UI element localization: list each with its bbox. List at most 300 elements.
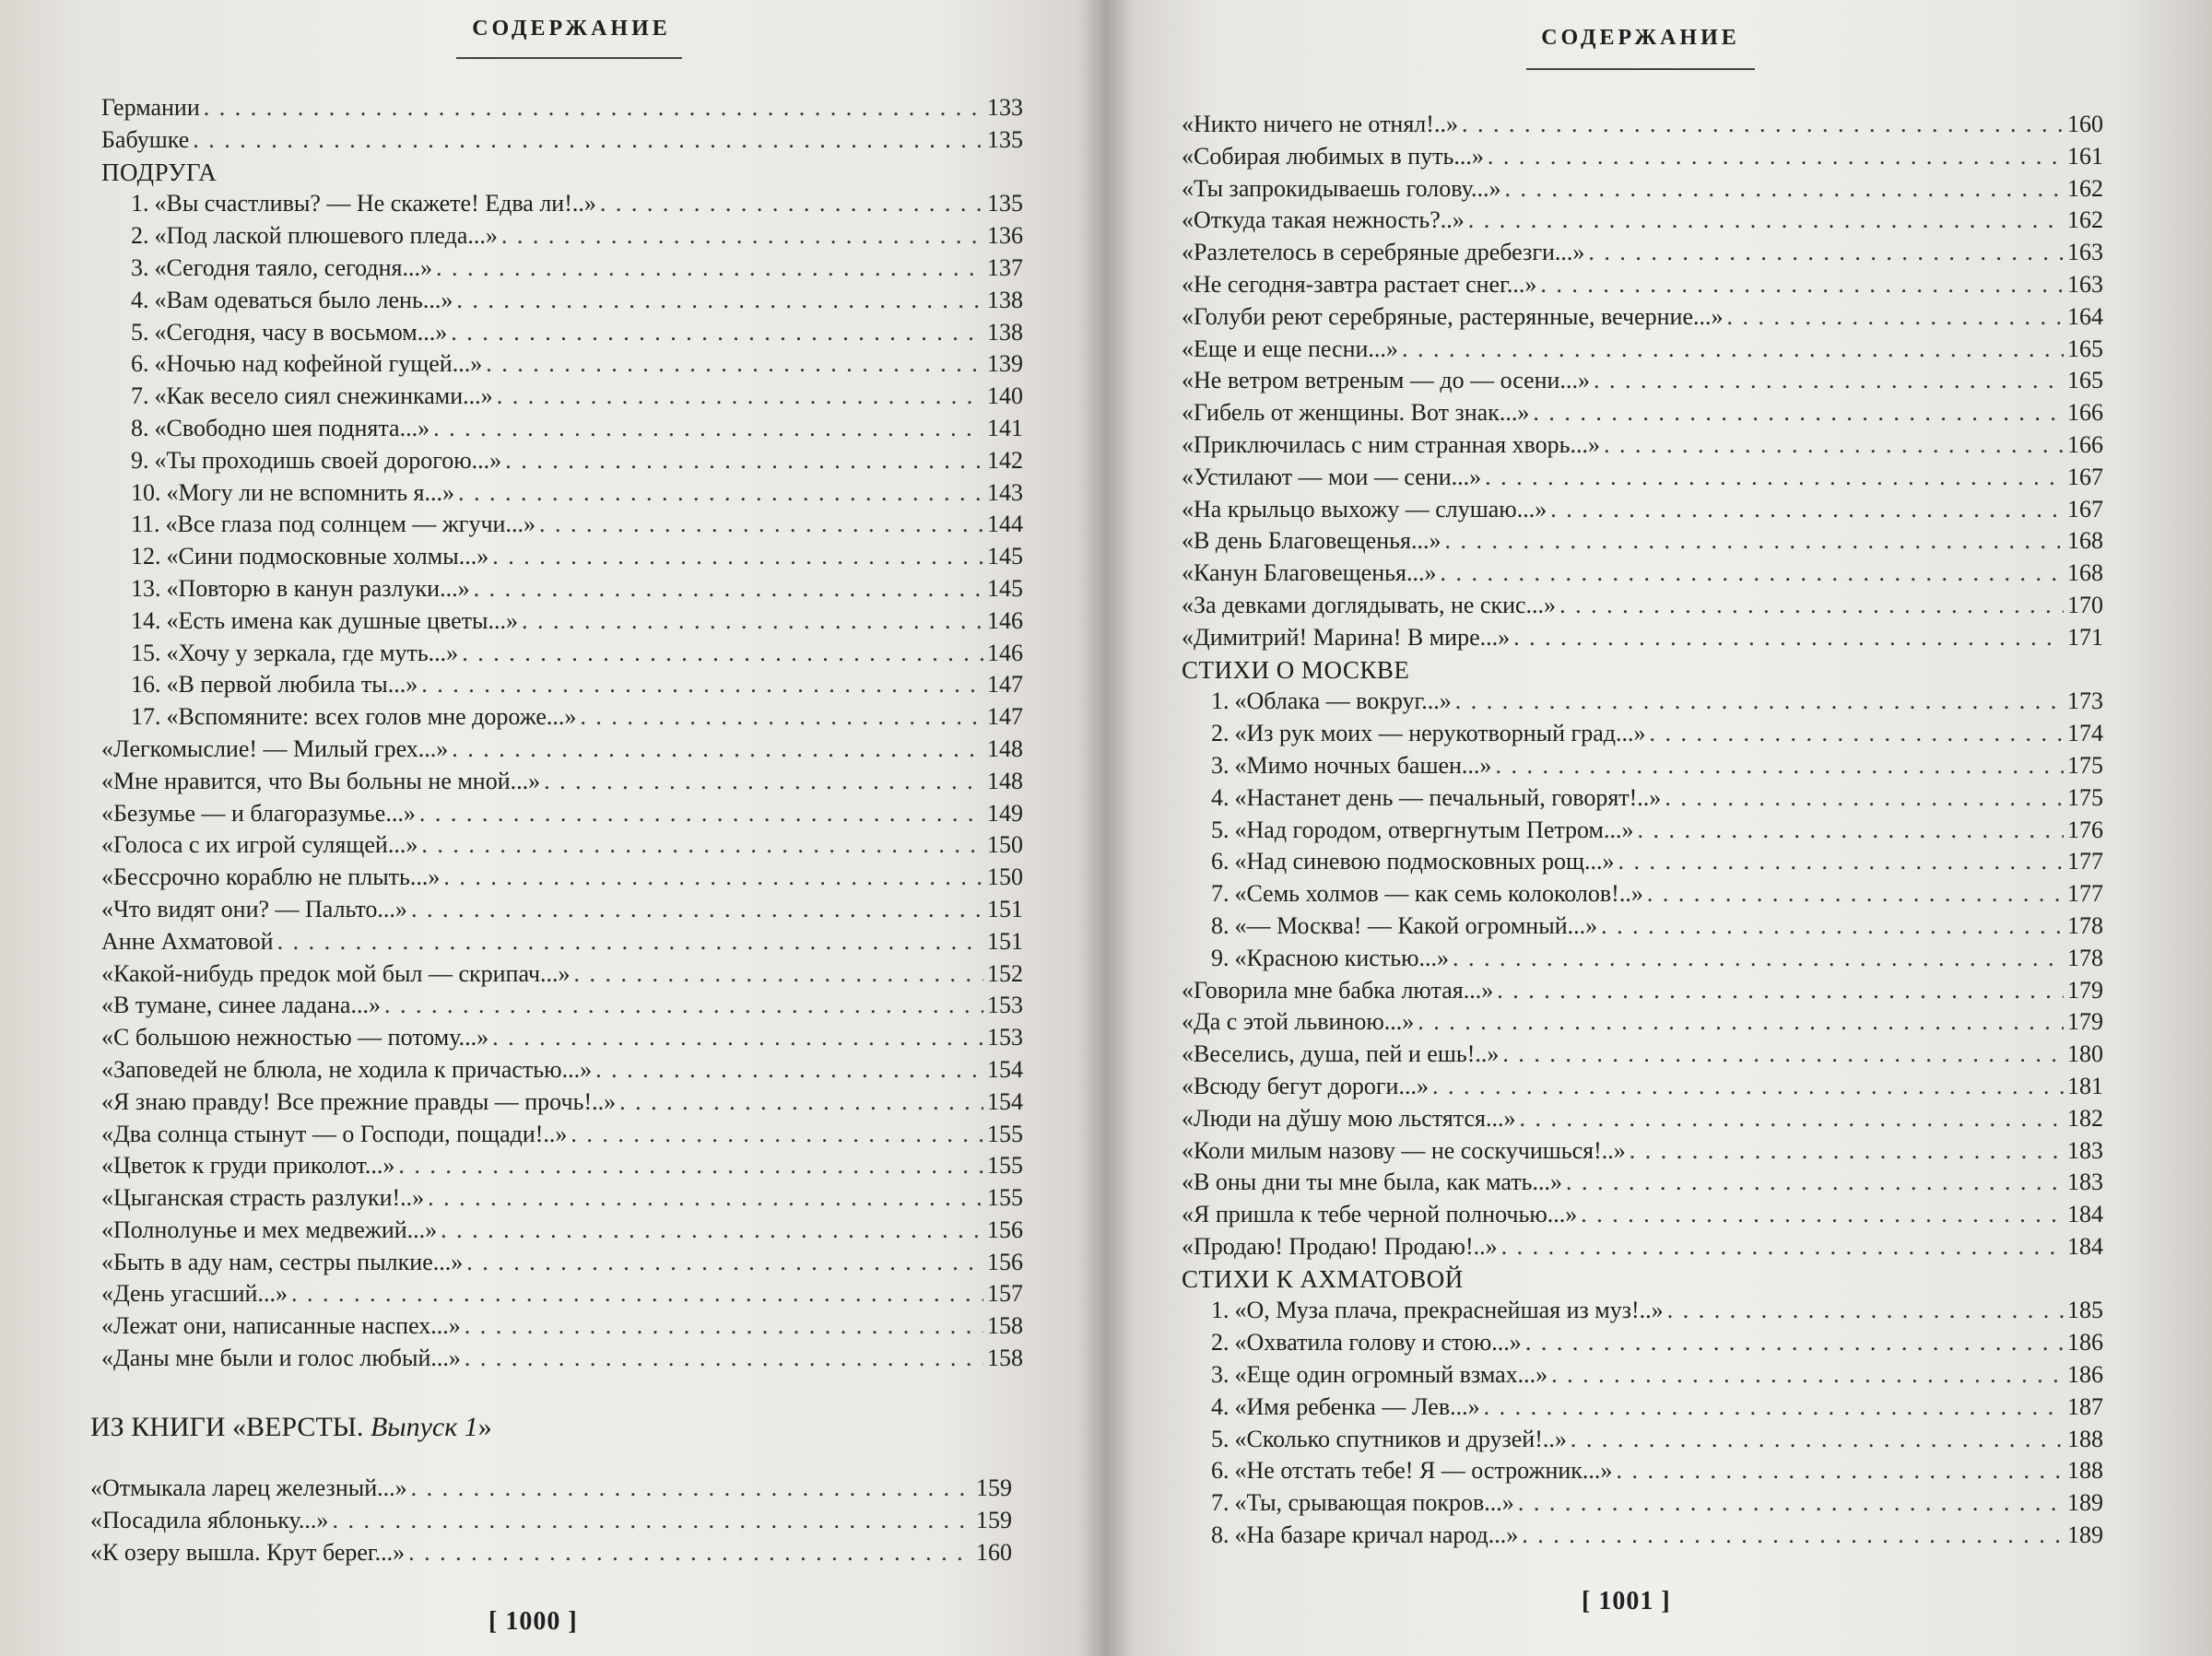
entry-title: «Бессрочно кораблю не плыть...» bbox=[101, 863, 441, 891]
entry-title: «Я пришла к тебе черной полночью...» bbox=[1182, 1201, 1578, 1228]
toc-entry bbox=[101, 701, 1023, 734]
entry-title: «Заповедей не блюла, не ходила к причастью...» bbox=[101, 1055, 593, 1083]
entry-title: «На крыльцо выхожу — слушаю...» bbox=[1182, 495, 1547, 523]
toc-entry bbox=[101, 92, 1023, 124]
dot-leader bbox=[544, 766, 983, 798]
entry-title: «Настанет день — печальный, говорят!..» bbox=[1234, 783, 1662, 811]
entry-title: «Все глаза под солнцем — жгучи...» bbox=[165, 511, 535, 538]
entry-title: «Ты запрокидываешь голову...» bbox=[1182, 174, 1501, 202]
dot-leader bbox=[1513, 622, 2064, 654]
entry-number: 1. bbox=[1211, 687, 1230, 715]
toc-entry bbox=[1182, 494, 2103, 526]
entry-page-number: 165 bbox=[2067, 367, 2103, 394]
entry-title: «Голуби реют серебряные, растерянные, вечерние...» bbox=[1182, 302, 1724, 330]
toc-entry bbox=[1182, 815, 2103, 847]
dot-leader bbox=[1495, 750, 2064, 782]
toc-entry bbox=[1182, 910, 2103, 943]
entry-title: «Под лаской плюшевого пледа...» bbox=[154, 222, 498, 250]
toc-entry bbox=[1182, 109, 2103, 141]
entry-page-number: 168 bbox=[2067, 527, 2103, 555]
entry-title: «Продаю! Продаю! Продаю!..» bbox=[1182, 1232, 1498, 1260]
entry-number: 8. bbox=[1211, 1521, 1230, 1549]
entry-page-number: 165 bbox=[2067, 335, 2103, 362]
entry-title: «С большою нежностью — потому...» bbox=[101, 1024, 489, 1051]
dot-leader bbox=[408, 1537, 972, 1569]
entry-title: Анне Ахматовой bbox=[101, 927, 274, 955]
toc-entry bbox=[1182, 1327, 2103, 1359]
dot-leader bbox=[1444, 525, 2064, 558]
toc-entry bbox=[90, 1537, 1012, 1569]
entry-page-number: 153 bbox=[987, 1024, 1023, 1051]
entry-title: «Люди на дўшу мою льстятся...» bbox=[1182, 1104, 1516, 1132]
dot-leader bbox=[580, 701, 983, 734]
toc-entry bbox=[1182, 878, 2103, 910]
toc-entry bbox=[1182, 1455, 2103, 1487]
entry-page-number: 167 bbox=[2067, 495, 2103, 523]
entry-number: 6. bbox=[131, 350, 149, 378]
toc-entry bbox=[1182, 1231, 2103, 1263]
dot-leader bbox=[1638, 815, 2065, 847]
dot-leader bbox=[619, 1086, 983, 1119]
entry-page-number: 170 bbox=[2067, 591, 2103, 618]
entry-page-number: 158 bbox=[987, 1312, 1023, 1340]
entry-title: «Коли милым назову — не соскучишься!..» bbox=[1182, 1136, 1626, 1164]
toc-entry bbox=[101, 862, 1023, 894]
dot-leader bbox=[1601, 910, 2064, 943]
entry-page-number: 178 bbox=[2067, 944, 2103, 971]
toc-entry bbox=[1182, 1359, 2103, 1392]
entry-page-number: 156 bbox=[987, 1216, 1023, 1243]
toc-entry bbox=[101, 1182, 1023, 1215]
book-section-title bbox=[90, 1412, 492, 1443]
entry-title: «В первой любила ты...» bbox=[166, 671, 418, 699]
toc-entry bbox=[1182, 1424, 2103, 1456]
entry-page-number: 145 bbox=[987, 543, 1023, 570]
entry-title: «Мне нравится, что Вы больны не мной...» bbox=[101, 767, 541, 794]
toc-entry bbox=[101, 541, 1023, 573]
entry-title: «К озеру вышла. Крут берег...» bbox=[90, 1538, 406, 1566]
entry-page-number: 159 bbox=[976, 1506, 1012, 1533]
entry-title: «Я знаю правду! Все прежние правды — прочь!..» bbox=[101, 1087, 617, 1115]
toc-entry bbox=[101, 220, 1023, 253]
entry-number: 13. bbox=[131, 574, 161, 602]
dot-leader bbox=[1453, 943, 2064, 975]
entry-title: «Никто ничего не отнял!..» bbox=[1182, 111, 1458, 137]
entry-page-number: 167 bbox=[2067, 463, 2103, 490]
dot-leader bbox=[421, 669, 983, 701]
toc-entry bbox=[101, 317, 1023, 349]
entry-page-number: 189 bbox=[2067, 1521, 2103, 1549]
toc-entry bbox=[1182, 558, 2103, 590]
running-head-rule bbox=[1526, 68, 1755, 70]
dot-leader bbox=[465, 1343, 983, 1375]
toc-entry bbox=[101, 829, 1023, 862]
dot-leader bbox=[1402, 334, 2064, 366]
toc-entry bbox=[101, 1086, 1023, 1119]
dot-leader bbox=[1594, 365, 2064, 397]
toc-entry bbox=[1182, 1167, 2103, 1199]
dot-leader bbox=[505, 445, 983, 477]
dot-leader bbox=[1665, 782, 2064, 815]
entry-number: 6. bbox=[1211, 1457, 1230, 1485]
entry-page-number: 135 bbox=[987, 190, 1023, 217]
entry-title: «Гибель от женщины. Вот знак...» bbox=[1182, 399, 1530, 427]
toc-entry bbox=[101, 1215, 1023, 1247]
entry-page-number: 156 bbox=[987, 1248, 1023, 1275]
dot-leader bbox=[1588, 237, 2064, 269]
entry-title: «Да с этой львиною...» bbox=[1182, 1008, 1415, 1036]
toc-entry bbox=[1182, 1135, 2103, 1168]
running-head: СОДЕРЖАНИЕ bbox=[472, 17, 671, 41]
toc-entry bbox=[1182, 462, 2103, 494]
entry-title: «Какой-нибудь предок мой был — скрипач...» bbox=[101, 959, 571, 987]
entry-title: «В тумане, синее ладана...» bbox=[101, 992, 381, 1019]
entry-number: 5. bbox=[1211, 816, 1230, 843]
toc-list bbox=[90, 1473, 1012, 1568]
dot-leader bbox=[456, 285, 983, 317]
entry-number: 4. bbox=[131, 286, 149, 313]
entry-page-number: 149 bbox=[987, 799, 1023, 827]
dot-leader bbox=[1520, 1103, 2065, 1135]
entry-title: «Устилают — мои — сени...» bbox=[1182, 463, 1482, 490]
entry-number: 7. bbox=[131, 382, 149, 410]
dot-leader bbox=[492, 541, 983, 573]
entry-number: 2. bbox=[1211, 1329, 1230, 1357]
entry-title: «Цыганская страсть разлуки!..» bbox=[101, 1184, 425, 1212]
toc-section-heading bbox=[1182, 654, 2103, 687]
entry-title: «Канун Благовещенья...» bbox=[1182, 559, 1437, 587]
entry-title: «Красною кистью...» bbox=[1234, 944, 1449, 971]
toc-entry bbox=[101, 894, 1023, 926]
toc-list bbox=[101, 92, 1023, 1375]
toc-entry bbox=[1182, 1071, 2103, 1103]
dot-leader bbox=[1468, 205, 2064, 237]
entry-title: «Что видят они? — Пальто...» bbox=[101, 895, 407, 922]
dot-leader bbox=[1566, 1167, 2064, 1199]
toc-entry bbox=[101, 381, 1023, 413]
entry-title: «Над синевою подмосковных рощ...» bbox=[1234, 848, 1615, 875]
entry-number: 3. bbox=[131, 253, 149, 281]
entry-page-number: 135 bbox=[987, 125, 1023, 153]
entry-title: «На базаре кричал народ...» bbox=[1234, 1521, 1519, 1549]
book-title-issue: Выпуск 1 bbox=[370, 1412, 478, 1442]
dot-leader bbox=[492, 1022, 983, 1054]
dot-leader bbox=[277, 926, 983, 958]
dot-leader bbox=[291, 1278, 983, 1310]
toc-entry bbox=[1182, 686, 2103, 718]
dot-leader bbox=[1604, 429, 2064, 462]
entry-page-number: 160 bbox=[2067, 111, 2103, 137]
toc-entry bbox=[1182, 301, 2103, 334]
entry-title: «Откуда такая нежность?..» bbox=[1182, 206, 1465, 234]
entry-title: «Свободно шея поднята...» bbox=[154, 414, 430, 441]
entry-number: 16. bbox=[131, 671, 161, 699]
dot-leader bbox=[443, 862, 983, 894]
page-number: [ 1001 ] bbox=[1582, 1587, 1671, 1615]
dot-leader bbox=[1484, 1392, 2064, 1424]
entry-number: 17. bbox=[131, 703, 161, 731]
entry-page-number: 183 bbox=[2067, 1169, 2103, 1196]
entry-title: «Говорила мне бабка лютая...» bbox=[1182, 976, 1494, 1004]
entry-title: Бабушке bbox=[101, 125, 190, 153]
toc-entry bbox=[1182, 1295, 2103, 1327]
entry-page-number: 182 bbox=[2067, 1104, 2103, 1132]
dot-leader bbox=[441, 1215, 983, 1247]
entry-number: 9. bbox=[131, 446, 149, 474]
entry-title: «— Москва! — Какой огромный...» bbox=[1234, 911, 1598, 939]
toc-entry bbox=[101, 1247, 1023, 1279]
dot-leader bbox=[1501, 1231, 2064, 1263]
entry-title: «Отмыкала ларец железный...» bbox=[90, 1474, 407, 1501]
toc-entry bbox=[101, 798, 1023, 830]
dot-leader bbox=[501, 220, 983, 253]
book-title-text: ИЗ КНИГИ «ВЕРСТЫ. bbox=[90, 1412, 371, 1442]
dot-leader bbox=[1432, 1071, 2064, 1103]
entry-title: «Облака — вокруг...» bbox=[1234, 687, 1452, 715]
entry-page-number: 141 bbox=[987, 414, 1023, 441]
entry-page-number: 137 bbox=[987, 253, 1023, 281]
dot-leader bbox=[1551, 1359, 2064, 1392]
entry-title: Германии bbox=[101, 94, 200, 121]
dot-leader bbox=[1616, 1455, 2064, 1487]
entry-page-number: 166 bbox=[2067, 430, 2103, 458]
dot-leader bbox=[600, 188, 983, 220]
dot-leader bbox=[1525, 1327, 2064, 1359]
entry-title: «Голоса с их игрой сулящей...» bbox=[101, 831, 418, 859]
entry-page-number: 186 bbox=[2067, 1329, 2103, 1357]
dot-leader bbox=[1649, 718, 2064, 750]
entry-page-number: 185 bbox=[2067, 1297, 2103, 1324]
running-head-rule bbox=[456, 57, 682, 59]
entry-page-number: 175 bbox=[2067, 783, 2103, 811]
dot-leader bbox=[458, 477, 983, 510]
dot-leader bbox=[1497, 975, 2064, 1007]
toc-entry bbox=[1182, 1103, 2103, 1135]
entry-page-number: 177 bbox=[2067, 848, 2103, 875]
entry-page-number: 183 bbox=[2067, 1136, 2103, 1164]
dot-leader bbox=[398, 1150, 983, 1182]
entry-page-number: 154 bbox=[987, 1055, 1023, 1083]
toc-entry bbox=[101, 445, 1023, 477]
entry-title: «Разлетелось в серебряные дребезги...» bbox=[1182, 239, 1585, 266]
entry-title: «Над городом, отвергнутым Петром...» bbox=[1234, 816, 1634, 843]
toc-entry bbox=[101, 253, 1023, 285]
entry-number: 4. bbox=[1211, 1392, 1230, 1420]
entry-title: «Имя ребенка — Лев...» bbox=[1234, 1392, 1480, 1420]
entry-title: «Всюду бегут дороги...» bbox=[1182, 1072, 1429, 1099]
dot-leader bbox=[522, 605, 983, 638]
dot-leader bbox=[1418, 1006, 2064, 1039]
toc-entry bbox=[101, 605, 1023, 638]
entry-page-number: 133 bbox=[987, 94, 1023, 121]
toc-entry bbox=[1182, 365, 2103, 397]
toc-entry bbox=[101, 1119, 1023, 1151]
toc-entry bbox=[101, 477, 1023, 510]
entry-page-number: 173 bbox=[2067, 687, 2103, 715]
section-title: СТИХИ К АХМАТОВОЙ bbox=[1182, 1264, 1464, 1293]
entry-page-number: 187 bbox=[2067, 1392, 2103, 1420]
entry-page-number: 175 bbox=[2067, 751, 2103, 779]
toc-entry bbox=[1182, 205, 2103, 237]
entry-title: «За девками доглядывать, не скис...» bbox=[1182, 591, 1557, 618]
toc-entry bbox=[1182, 1392, 2103, 1424]
entry-page-number: 136 bbox=[987, 222, 1023, 250]
dot-leader bbox=[428, 1182, 983, 1215]
entry-page-number: 163 bbox=[2067, 239, 2103, 266]
dot-leader bbox=[411, 894, 983, 926]
entry-title: «В день Благовещенья...» bbox=[1182, 527, 1441, 555]
dot-leader bbox=[1533, 397, 2064, 429]
entry-page-number: 140 bbox=[987, 382, 1023, 410]
entry-title: «Вспомяните: всех голов мне дороже...» bbox=[166, 703, 577, 731]
toc-section-heading bbox=[1182, 1263, 2103, 1296]
toc-entry bbox=[1182, 1199, 2103, 1231]
entry-page-number: 188 bbox=[2067, 1457, 2103, 1485]
toc-entry bbox=[1182, 429, 2103, 462]
dot-leader bbox=[436, 253, 983, 285]
entry-title: «Вы счастливы? — Не скажете! Едва ли!..» bbox=[154, 190, 596, 217]
entry-title: «Два солнца стынут — о Господи, пощади!..» bbox=[101, 1120, 568, 1147]
entry-page-number: 144 bbox=[987, 511, 1023, 538]
entry-title: «Не сегодня-завтра растает снег...» bbox=[1182, 270, 1537, 298]
entry-number: 3. bbox=[1211, 751, 1230, 779]
entry-page-number: 174 bbox=[2067, 720, 2103, 747]
entry-number: 3. bbox=[1211, 1361, 1230, 1389]
dot-leader bbox=[384, 990, 983, 1022]
entry-number: 2. bbox=[1211, 720, 1230, 747]
dot-leader bbox=[1522, 1520, 2064, 1552]
toc-entry bbox=[1182, 750, 2103, 782]
dot-leader bbox=[1727, 301, 2065, 334]
toc-entry bbox=[101, 1310, 1023, 1343]
entry-title: «Сегодня таяло, сегодня...» bbox=[154, 253, 432, 281]
entry-page-number: 162 bbox=[2067, 206, 2103, 234]
dot-leader bbox=[421, 829, 983, 862]
entry-number: 12. bbox=[131, 543, 161, 570]
entry-number: 5. bbox=[131, 318, 149, 346]
entry-page-number: 151 bbox=[987, 927, 1023, 955]
toc-entry bbox=[1182, 782, 2103, 815]
toc-entry bbox=[101, 124, 1023, 157]
dot-leader bbox=[452, 734, 983, 766]
entry-page-number: 148 bbox=[987, 734, 1023, 762]
entry-number: 2. bbox=[131, 222, 149, 250]
entry-page-number: 178 bbox=[2067, 911, 2103, 939]
right-page bbox=[1106, 0, 2212, 1656]
book-title-close: » bbox=[477, 1412, 492, 1442]
toc-entry bbox=[1182, 590, 2103, 622]
entry-page-number: 171 bbox=[2067, 623, 2103, 651]
entry-title: «Из рук моих — нерукотворный град...» bbox=[1234, 720, 1646, 747]
toc-entry bbox=[101, 638, 1023, 670]
entry-title: «Легкомыслие! — Милый грех...» bbox=[101, 734, 449, 762]
entry-title: «Собирая любимых в путь...» bbox=[1182, 142, 1484, 170]
toc-entry bbox=[101, 285, 1023, 317]
dot-leader bbox=[1550, 494, 2064, 526]
toc-entry bbox=[1182, 1520, 2103, 1552]
toc-entry bbox=[1182, 173, 2103, 206]
page-number: [ 1000 ] bbox=[488, 1607, 578, 1636]
dot-leader bbox=[465, 1310, 983, 1343]
entry-title: «Не ветром ветреным — до — осени...» bbox=[1182, 367, 1590, 394]
toc-entry bbox=[101, 348, 1023, 381]
dot-leader bbox=[1667, 1295, 2064, 1327]
dot-leader bbox=[574, 958, 983, 991]
entry-number: 6. bbox=[1211, 848, 1230, 875]
entry-title: «Мимо ночных башен...» bbox=[1234, 751, 1492, 779]
entry-page-number: 157 bbox=[987, 1280, 1023, 1308]
toc-entry bbox=[1182, 397, 2103, 429]
toc-entry bbox=[1182, 334, 2103, 366]
entry-number: 7. bbox=[1211, 880, 1230, 908]
dot-leader bbox=[1462, 109, 2064, 141]
dot-leader bbox=[1485, 462, 2064, 494]
entry-page-number: 153 bbox=[987, 992, 1023, 1019]
entry-title: «Как весело сиял снежинками...» bbox=[154, 382, 493, 410]
entry-title: «В оны дни ты мне была, как мать...» bbox=[1182, 1169, 1563, 1196]
entry-title: «Охватила голову и стою...» bbox=[1234, 1329, 1522, 1357]
entry-page-number: 147 bbox=[987, 703, 1023, 731]
toc-entry bbox=[101, 188, 1023, 220]
entry-page-number: 143 bbox=[987, 478, 1023, 506]
toc-entry bbox=[101, 1343, 1023, 1375]
toc-entry bbox=[1182, 718, 2103, 750]
dot-leader bbox=[1502, 1039, 2064, 1071]
entry-page-number: 184 bbox=[2067, 1232, 2103, 1260]
entry-title: «Повторю в канун разлуки...» bbox=[166, 574, 470, 602]
toc-entry bbox=[101, 573, 1023, 605]
toc-entry bbox=[90, 1505, 1012, 1537]
toc-entry bbox=[1182, 237, 2103, 269]
toc-entry bbox=[1182, 943, 2103, 975]
entry-page-number: 180 bbox=[2067, 1040, 2103, 1068]
entry-page-number: 177 bbox=[2067, 880, 2103, 908]
entry-page-number: 139 bbox=[987, 350, 1023, 378]
entry-title: «Еще один огромный взмах...» bbox=[1234, 1361, 1548, 1389]
dot-leader bbox=[1559, 590, 2064, 622]
dot-leader bbox=[497, 381, 983, 413]
toc-entry bbox=[101, 734, 1023, 766]
section-title: СТИХИ О МОСКВЕ bbox=[1182, 655, 1410, 684]
entry-title: «Еще и еще песни...» bbox=[1182, 335, 1398, 362]
entry-page-number: 150 bbox=[987, 831, 1023, 859]
toc-entry bbox=[1182, 1039, 2103, 1071]
entry-page-number: 152 bbox=[987, 959, 1023, 987]
dot-leader bbox=[433, 413, 983, 445]
entry-title: «Посадила яблоньку...» bbox=[90, 1506, 329, 1533]
toc-entry bbox=[1182, 622, 2103, 654]
toc-entry bbox=[101, 926, 1023, 958]
dot-leader bbox=[466, 1247, 983, 1279]
entry-page-number: 176 bbox=[2067, 816, 2103, 843]
entry-page-number: 181 bbox=[2067, 1072, 2103, 1099]
entry-title: «Сегодня, часу в восьмом...» bbox=[154, 318, 448, 346]
entry-page-number: 142 bbox=[987, 446, 1023, 474]
entry-title: «О, Муза плача, прекраснейшая из муз!..» bbox=[1234, 1297, 1664, 1324]
dot-leader bbox=[1505, 173, 2064, 206]
entry-number: 11. bbox=[131, 511, 160, 538]
dot-leader bbox=[539, 509, 983, 541]
toc-entry bbox=[101, 1278, 1023, 1310]
dot-leader bbox=[462, 638, 983, 670]
entry-title: «Лежат они, написанные наспех...» bbox=[101, 1312, 461, 1340]
entry-title: «Димитрий! Марина! В мире...» bbox=[1182, 623, 1511, 651]
toc-entry bbox=[101, 1022, 1023, 1054]
entry-title: «Цветок к груди приколот...» bbox=[101, 1152, 395, 1180]
entry-title: «Сини подмосковные холмы...» bbox=[166, 543, 489, 570]
entry-title: «Ночью над кофейной гущей...» bbox=[154, 350, 483, 378]
entry-title: «Не отстать тебе! Я — острожник...» bbox=[1234, 1457, 1613, 1485]
